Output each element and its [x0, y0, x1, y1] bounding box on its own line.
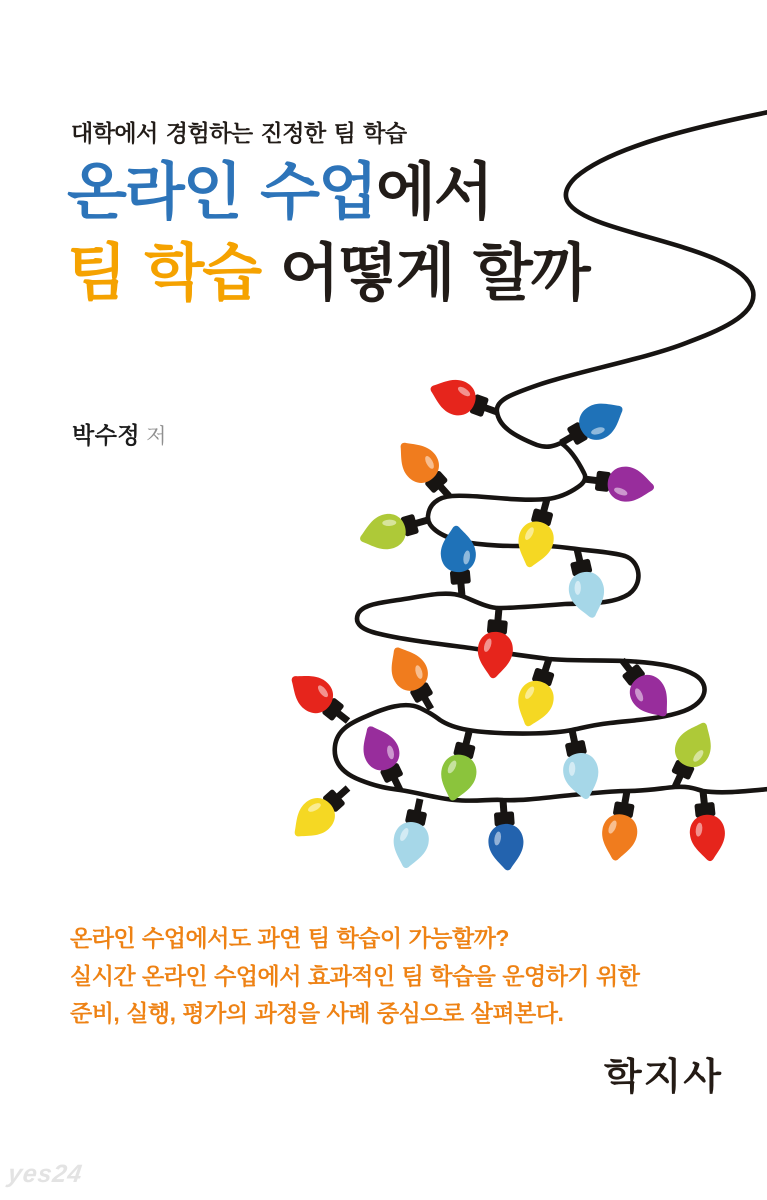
description-line-3: 준비, 실행, 평가의 과정을 사례 중심으로 살펴본다.: [70, 1000, 564, 1026]
light-bulb: [389, 432, 462, 508]
light-bulb: [353, 719, 415, 798]
light-bulb: [512, 494, 564, 571]
author-role: 저: [146, 425, 167, 448]
author-name: 박수정: [72, 422, 141, 448]
light-bulb: [560, 545, 610, 622]
light-bulb: [598, 788, 645, 864]
title-line-2: [67, 234, 589, 315]
author: [72, 417, 167, 450]
light-bulb: [381, 639, 447, 718]
light-bulb: [608, 649, 679, 726]
light-bulb: [659, 716, 721, 795]
light-bulb: [282, 664, 359, 735]
light-bulb: [388, 795, 437, 871]
light-bulb: [552, 393, 631, 459]
book-title: [67, 153, 589, 315]
title-line2-accent: 팀 학습: [67, 240, 261, 308]
title-line1-accent: 온라인 수업: [67, 159, 376, 227]
title-line2-rest: 어떻게 할까: [260, 240, 589, 308]
light-bulb: [555, 726, 604, 802]
light-bulb: [686, 789, 728, 863]
light-bulb: [425, 371, 503, 428]
publisher-logo: 학지사: [604, 1056, 724, 1098]
light-bulb: [435, 728, 486, 805]
description: [70, 920, 639, 1033]
description-line-2: 실시간 온라인 수업에서 효과적인 팀 학습을 운영하기 위한: [70, 962, 640, 989]
light-bulb: [486, 799, 526, 872]
light-bulb: [355, 503, 432, 556]
light-bulbs: [282, 371, 728, 871]
description-line-1: 온라인 수업에서도 과연 팀 학습이 가능할까?: [70, 925, 509, 951]
tagline: 대학에서 경험하는 진정한 팀 학습: [71, 120, 407, 146]
light-bulb: [475, 606, 516, 679]
bookstore-watermark: yes24: [6, 1160, 85, 1188]
light-bulb: [438, 524, 479, 597]
title-line-1: [67, 153, 589, 234]
light-bulb: [284, 775, 360, 848]
light-bulb: [511, 654, 566, 732]
title-line1-rest: 에서: [375, 159, 492, 227]
light-bulb: [582, 462, 656, 505]
